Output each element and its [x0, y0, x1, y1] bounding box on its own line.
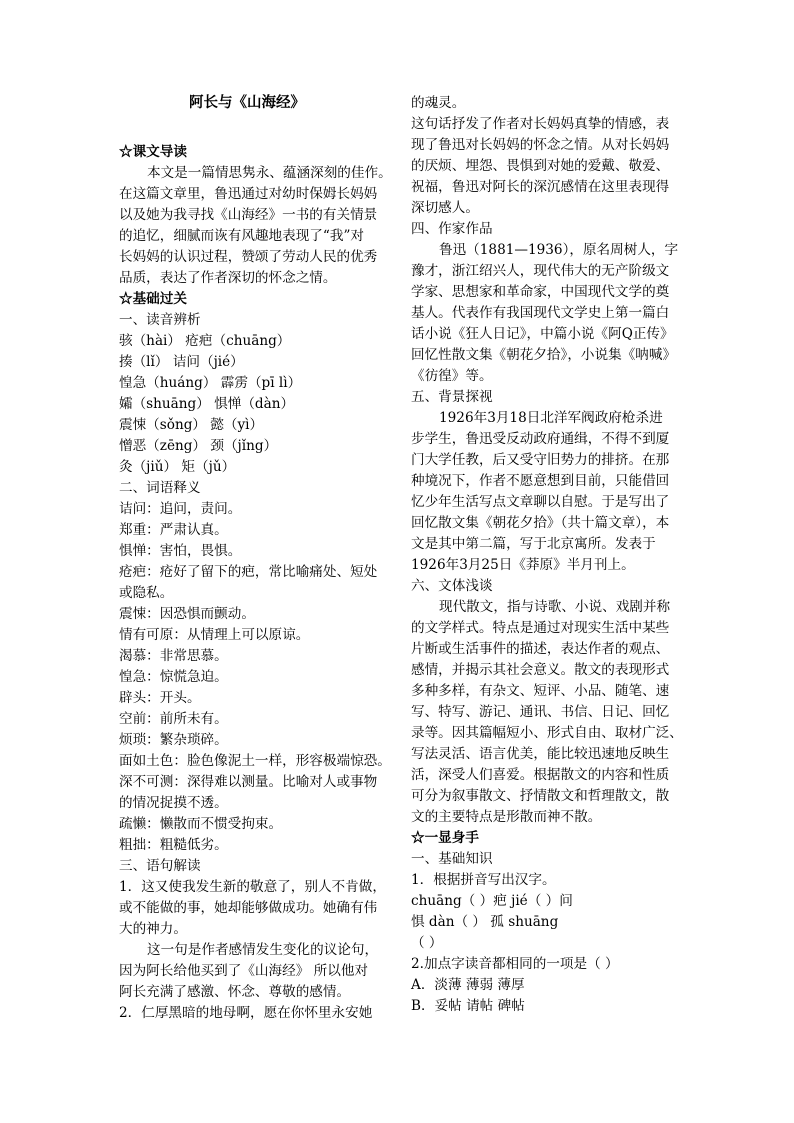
text-line: 六、文体浅谈 — [411, 578, 493, 594]
text-line: 的厌烦、埋怨、畏惧到对她的爱戴、敬爱、 — [411, 158, 670, 174]
text-line: 粗拙：粗糙低劣。 — [119, 837, 228, 853]
text-line: 憎恶（zēng） 颈（jǐng） — [119, 438, 278, 454]
text-line: 2．仁厚黑暗的地母啊，愿在你怀里永安她 — [119, 1005, 373, 1021]
text-line: 文的主要特点是形散而神不散。 — [411, 809, 602, 825]
text-line: 以及她为我寻找《山海经》一书的有关情景 — [119, 207, 378, 223]
text-line: chuāng（ ）疤 jié（ ）问 — [411, 893, 573, 909]
text-line: 这句话抒发了作者对长妈妈真挚的情感，表 — [411, 116, 670, 132]
text-line: 烦琐：繁杂琐碎。 — [119, 732, 228, 748]
text-line: 面如土色：脸色像泥土一样，形容极端惊恐。 — [119, 753, 391, 769]
text-line: 这一句是作者感情发生变化的议论句， — [147, 942, 379, 958]
text-line: 孀（shuāng） 惧惮（dàn） — [119, 396, 295, 412]
text-line: 大的神力。 — [119, 921, 187, 937]
text-line: 鲁迅（1881—1936），原名周树人，字 — [439, 242, 679, 258]
text-line: 或隐私。 — [119, 585, 174, 601]
text-line: 深不可测：深得难以测量。比喻对人或事物 — [119, 774, 378, 790]
text-line: 辟头：开头。 — [119, 690, 201, 706]
text-line: 阿长充满了感激、怀念、尊敬的感情。 — [119, 984, 351, 1000]
page-title: 阿长与《山海经》 — [189, 94, 305, 111]
text-line: 《彷徨》等。 — [411, 368, 493, 384]
text-line: 写法灵活、语言优美，能比较迅速地反映生 — [411, 746, 670, 762]
text-line: 惶急：惊慌急迫。 — [119, 669, 228, 685]
text-line: 骇（hài） 疮疤（chuāng） — [119, 333, 291, 349]
section-heading: ☆一显身手 — [411, 830, 479, 846]
text-line: 疮疤：疮好了留下的疤，常比喻痛处、短处 — [119, 564, 378, 580]
text-line: 诘问：追问，责问。 — [119, 501, 242, 517]
text-line: 一、读音辨析 — [119, 312, 201, 328]
text-line: 深切感人。 — [411, 200, 479, 216]
text-line: （ ） — [411, 935, 443, 951]
text-line: 1．这又使我发生新的敬意了，别人不肯做， — [119, 879, 386, 895]
text-line: 震悚（sǒng） 懿（yì） — [119, 417, 264, 433]
section-heading: ☆基础过关 — [119, 291, 187, 307]
text-line: 的情况捉摸不透。 — [119, 795, 228, 811]
section-heading: ☆课文导读 — [119, 144, 187, 160]
text-line: 惧 dàn（ ） 孤 shuāng — [411, 914, 559, 930]
text-line: 的魂灵。 — [411, 95, 466, 111]
text-line: 品质，表达了作者深切的怀念之情。 — [119, 270, 337, 286]
text-line: 揍（lǐ） 诘问（jié） — [119, 354, 244, 370]
text-line: 的文学样式。特点是通过对现实生活中某些 — [411, 620, 670, 636]
text-line: 五、背景探视 — [411, 389, 493, 405]
text-line: 本文是一篇情思隽永、蕴涵深刻的佳作。 — [147, 165, 392, 181]
text-line: 渴慕：非常思慕。 — [119, 648, 228, 664]
text-line: A．淡薄 薄弱 薄厚 — [411, 977, 525, 993]
text-line: 片断或生活事件的描述，表达作者的观点、 — [411, 641, 670, 657]
text-line: 豫才，浙江绍兴人，现代伟大的无产阶级文 — [411, 263, 670, 279]
text-line: 现了鲁迅对长妈妈的怀念之情。从对长妈妈 — [411, 137, 670, 153]
text-line: 1．根据拼音写出汉字。 — [411, 872, 556, 888]
text-line: 长妈妈的认识过程，赞颂了劳动人民的优秀 — [119, 249, 378, 265]
text-line: 感情，并揭示其社会意义。散文的表现形式 — [411, 662, 670, 678]
text-line: B．妥帖 请帖 碑帖 — [411, 998, 525, 1014]
text-line: 1926年3月18日北洋军阀政府枪杀进 — [439, 410, 663, 426]
text-line: 门大学任教，后又受守旧势力的排挤。在那 — [411, 452, 670, 468]
text-line: 疏懒：懒散而不惯受拘束。 — [119, 816, 283, 832]
text-line: 回忆散文集《朝花夕拾》（共十篇文章），本 — [411, 515, 670, 531]
text-line: 话小说《狂人日记》，中篇小说《阿Q正传》 — [411, 326, 674, 342]
text-line: 因为阿长给他买到了《山海经》 所以他对 — [119, 963, 369, 979]
text-line: 郑重：严肃认真。 — [119, 522, 228, 538]
text-line: 在这篇文章里，鲁迅通过对幼时保姆长妈妈 — [119, 186, 378, 202]
text-line: 四、作家作品 — [411, 221, 493, 237]
text-line: 步学生，鲁迅受反动政府通缉，不得不到厦 — [411, 431, 670, 447]
text-line: 多种多样，有杂文、短评、小品、随笔、速 — [411, 683, 670, 699]
text-line: 基人。代表作有我国现代文学史上第一篇白 — [411, 305, 670, 321]
text-line: 的追忆，细腻而诙有风趣地表现了“我”对 — [119, 228, 364, 244]
text-line: 录等。因其篇幅短小、形式自由、取材广泛、 — [411, 725, 683, 741]
text-line: 惧惮：害怕，畏惧。 — [119, 543, 242, 559]
text-line: 祝福，鲁迅对阿长的深沉感情在这里表现得 — [411, 179, 670, 195]
text-line: 二、词语释义 — [119, 480, 201, 496]
text-line: 震悚：因恐惧而颤动。 — [119, 606, 255, 622]
text-line: 惶急（huáng） 霹雳（pī lì） — [119, 375, 302, 391]
text-line: 写、特写、游记、通讯、书信、日记、回忆 — [411, 704, 670, 720]
text-line: 一、基础知识 — [411, 851, 493, 867]
text-line: 1926年3月25日《莽原》半月刊上。 — [411, 557, 635, 573]
text-line: 或不能做的事，她却能够做成功。她确有伟 — [119, 900, 378, 916]
text-line: 现代散文，指与诗歌、小说、戏剧并称 — [439, 599, 671, 615]
text-line: 回忆性散文集《朝花夕拾》，小说集《呐喊》 — [411, 347, 677, 363]
text-line: 文是其中第二篇，写于北京寓所。发表于 — [411, 536, 656, 552]
text-line: 学家、思想家和革命家，中国现代文学的奠 — [411, 284, 670, 300]
text-line: 情有可原：从情理上可以原谅。 — [119, 627, 310, 643]
text-line: 2.加点字读音都相同的一项是（ ） — [411, 956, 619, 972]
text-line: 活，深受人们喜爱。根据散文的内容和性质 — [411, 767, 670, 783]
text-line: 三、语句解读 — [119, 858, 201, 874]
text-line: 可分为叙事散文、抒情散文和哲理散文，散 — [411, 788, 670, 804]
text-line: 灸（jiǔ） 矩（jǔ） — [119, 459, 236, 475]
text-line: 种境况下，作者不愿意想到目前，只能借回 — [411, 473, 670, 489]
text-line: 空前：前所未有。 — [119, 711, 228, 727]
text-line: 忆少年生活写点文章聊以自慰。于是写出了 — [411, 494, 670, 510]
